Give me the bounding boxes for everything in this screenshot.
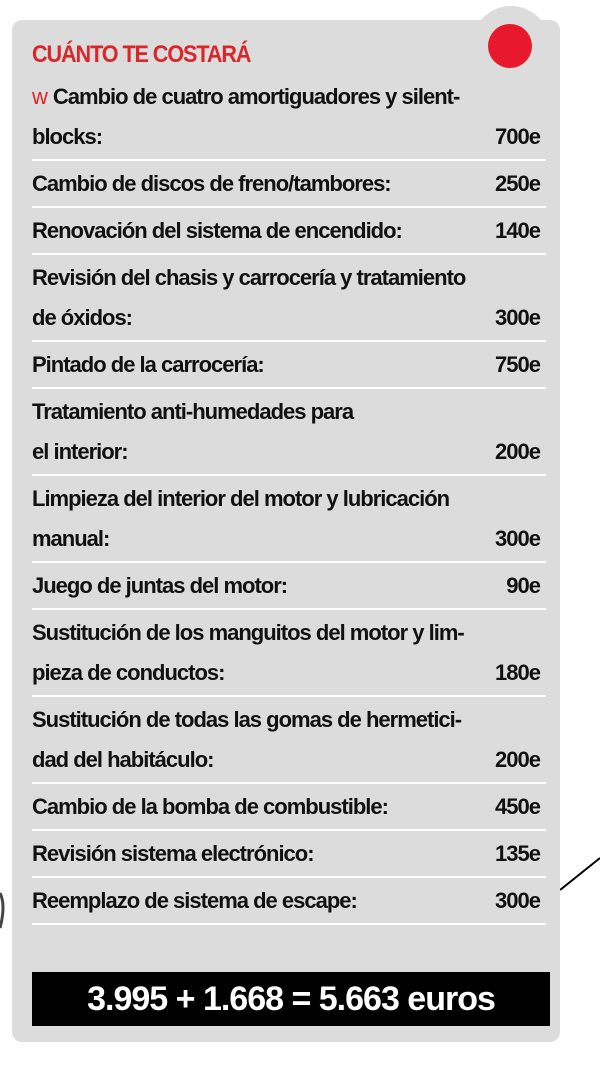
cost-item xyxy=(32,74,546,161)
cost-item-price: 300e xyxy=(495,526,540,551)
cost-item-text-line xyxy=(32,77,546,117)
cost-item-description: Tratamiento anti-humedades para xyxy=(32,399,354,424)
cost-item-label: Revisión sistema electrónico: xyxy=(32,841,314,866)
cost-item-label: dad del habitáculo: xyxy=(32,747,214,772)
cost-item-label: el interior: xyxy=(32,439,128,464)
cost-item xyxy=(32,784,546,831)
cost-item-label: Pintado de la carrocería: xyxy=(32,352,264,377)
cost-item xyxy=(32,831,546,878)
cost-item-text-line xyxy=(32,613,546,653)
cost-item-label: de óxidos: xyxy=(32,305,133,330)
cost-item-row xyxy=(32,566,546,606)
cost-item-description: Sustitución de todas las gomas de hermetici- xyxy=(32,707,462,732)
cost-item-row xyxy=(32,432,546,472)
cost-item-price: 200e xyxy=(495,439,540,464)
cost-item-price: 90e xyxy=(506,573,540,598)
cost-item-price: 140e xyxy=(495,218,540,243)
cost-item-row xyxy=(32,653,546,693)
cost-item xyxy=(32,161,546,208)
cost-item-row xyxy=(32,834,546,874)
cost-item-label: Juego de juntas del motor: xyxy=(32,573,288,598)
cost-item-row xyxy=(32,740,546,780)
cost-item-description: Limpieza del interior del motor y lubricación xyxy=(32,486,450,511)
cost-item xyxy=(32,255,546,342)
cost-item-description: Sustitución de los manguitos del motor y lim- xyxy=(32,620,464,645)
cost-item-text-line xyxy=(32,700,546,740)
cost-item-description: Cambio de cuatro amortiguadores y silent- xyxy=(52,84,460,109)
cost-item-row xyxy=(32,117,546,157)
cost-item-row xyxy=(32,298,546,338)
total-bar: 3.995 + 1.668 = 5.663 euros xyxy=(32,972,550,1026)
cost-item-row xyxy=(32,519,546,559)
cost-item-price: 700e xyxy=(495,124,540,149)
cost-item-row xyxy=(32,345,546,385)
cost-item-row xyxy=(32,881,546,921)
cost-item-price: 300e xyxy=(495,888,540,913)
cost-item-text-line xyxy=(32,479,546,519)
cost-item-label: Renovación del sistema de encendido: xyxy=(32,218,402,243)
cost-item-label: blocks: xyxy=(32,124,103,149)
cost-item xyxy=(32,878,546,925)
cost-item-label: Cambio de discos de freno/tambores: xyxy=(32,171,391,196)
cost-list xyxy=(32,74,546,925)
cost-item-price: 450e xyxy=(495,794,540,819)
bullet-marker: w xyxy=(32,84,47,109)
cost-item xyxy=(32,697,546,784)
cost-item-price: 135e xyxy=(495,841,540,866)
cost-item-price: 200e xyxy=(495,747,540,772)
cost-item xyxy=(32,476,546,563)
cost-item-label: Reemplazo de sistema de escape: xyxy=(32,888,357,913)
cost-item xyxy=(32,389,546,476)
cost-panel xyxy=(12,20,560,1042)
cost-item-price: 250e xyxy=(495,171,540,196)
cost-item-label: pieza de conductos: xyxy=(32,660,225,685)
cost-item-label: Cambio de la bomba de combustible: xyxy=(32,794,388,819)
panel-title: CUÁNTO TE COSTARÁ xyxy=(32,41,251,68)
cost-item xyxy=(32,610,546,697)
cost-item xyxy=(32,208,546,255)
cost-item-row xyxy=(32,787,546,827)
cost-item-price: 180e xyxy=(495,660,540,685)
cost-item-text-line xyxy=(32,258,546,298)
cost-item-label: manual: xyxy=(32,526,110,551)
cost-item-row xyxy=(32,211,546,251)
cost-item-text-line xyxy=(32,392,546,432)
cost-item xyxy=(32,563,546,610)
cost-item-row xyxy=(32,164,546,204)
cost-item-description: Revisión del chasis y carrocería y tratamiento xyxy=(32,265,466,290)
cost-item-price: 300e xyxy=(495,305,540,330)
cost-item xyxy=(32,342,546,389)
cost-item-price: 750e xyxy=(495,352,540,377)
